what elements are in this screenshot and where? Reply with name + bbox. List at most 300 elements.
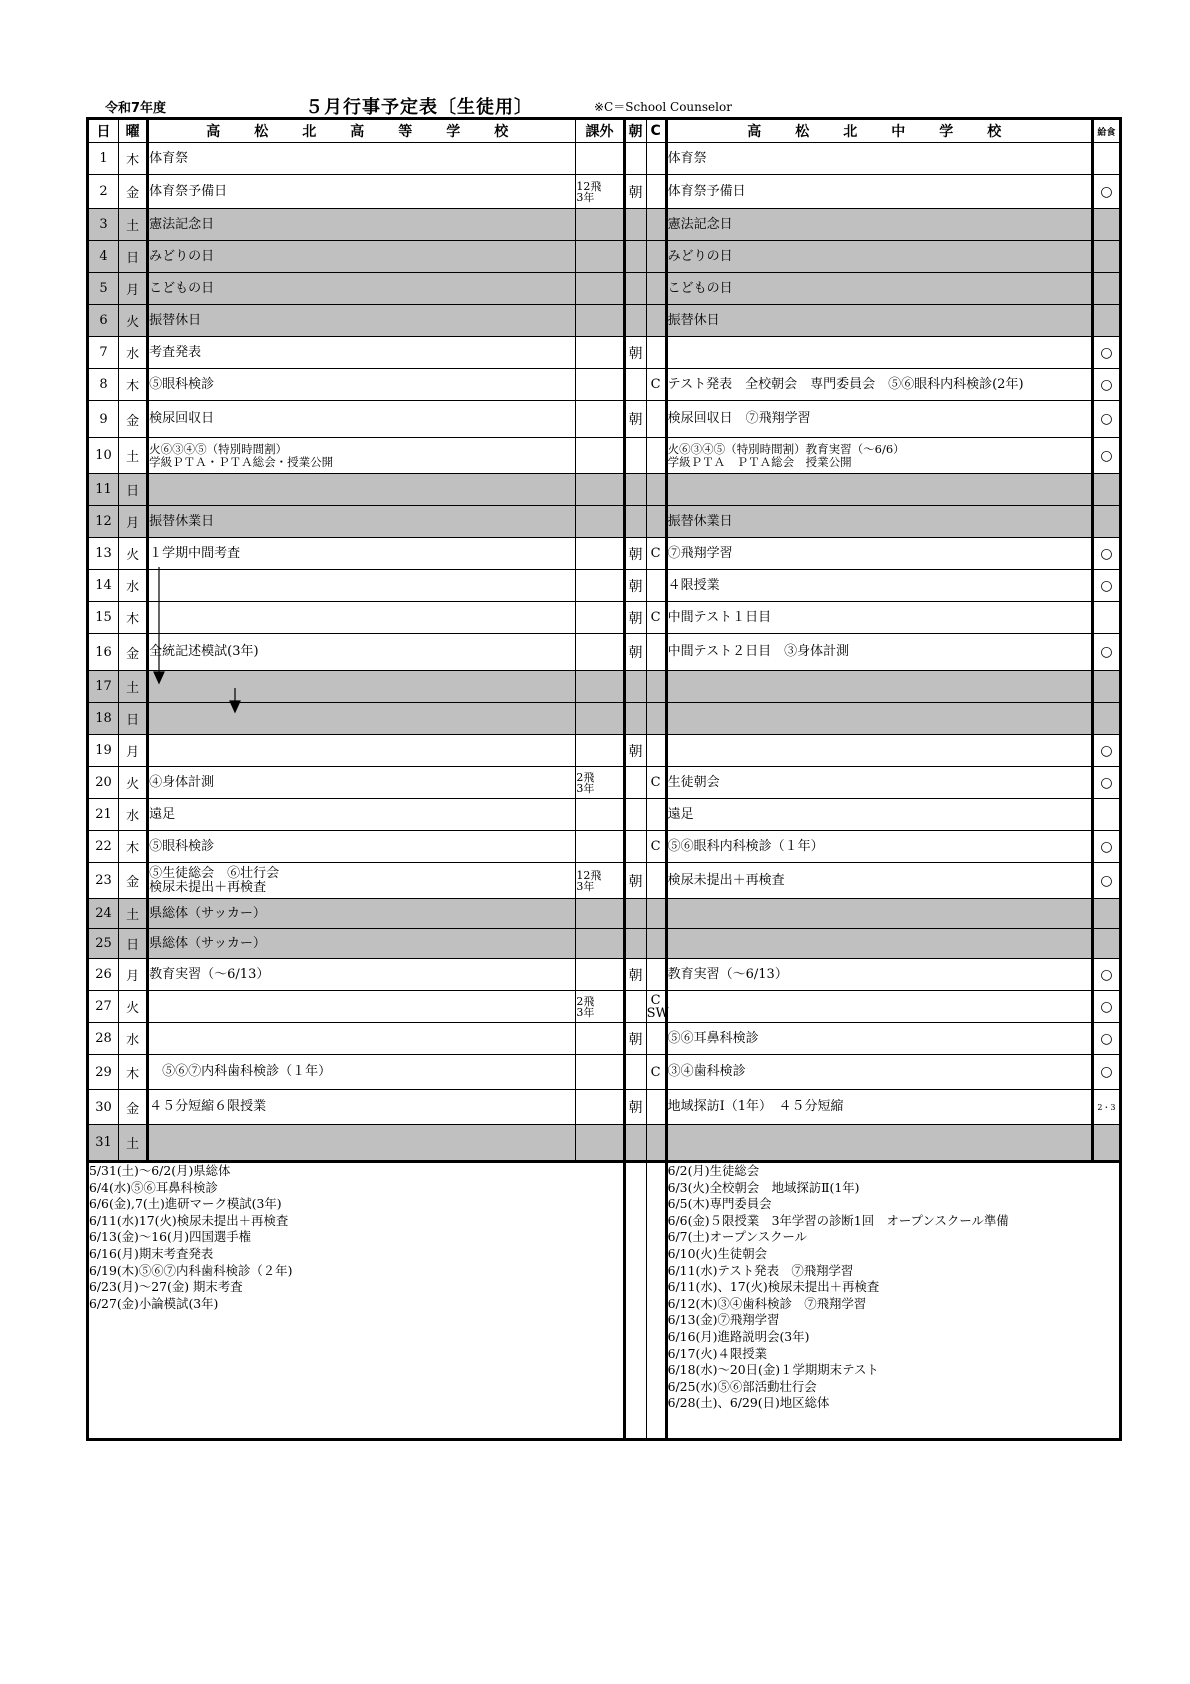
table-row: [88, 899, 1121, 929]
footer-high-item: 6/27(金)小論模試(3年): [89, 1295, 219, 1311]
kagai-cell: [576, 369, 624, 401]
counselor-cell: [646, 899, 666, 929]
day-cell: 7: [88, 337, 119, 369]
high-school-event: [148, 1125, 576, 1162]
asa-cell: [624, 703, 646, 735]
table-row: [88, 143, 1121, 175]
col-lunch: 給食: [1092, 119, 1120, 143]
lunch-cell: ○: [1092, 401, 1120, 438]
weekday-cell: 木: [119, 1055, 148, 1090]
day-cell: 1: [88, 143, 119, 175]
asa-cell: [624, 143, 646, 175]
weekday-cell: 水: [119, 570, 148, 602]
high-school-event: [148, 735, 576, 767]
col-day: 日: [88, 119, 119, 143]
footer-junior-item: 6/17(火)４限授業: [667, 1345, 768, 1361]
junior-high-event: 教育実習（～6/13）: [666, 959, 1092, 991]
asa-cell: [624, 241, 646, 273]
day-cell: 4: [88, 241, 119, 273]
table-row: [88, 991, 1121, 1023]
counselor-cell: [646, 438, 666, 474]
kagai-cell: [576, 570, 624, 602]
high-school-event: 憲法記念日: [148, 209, 576, 241]
day-cell: 20: [88, 767, 119, 799]
table-row: [88, 474, 1121, 506]
footer-junior-item: 6/11(水)テスト発表 ⑦飛翔学習: [667, 1262, 854, 1278]
asa-cell: [624, 305, 646, 337]
weekday-cell: 水: [119, 1023, 148, 1055]
asa-cell: 朝: [624, 602, 646, 634]
table-row: [88, 1125, 1121, 1162]
table-row: [88, 337, 1121, 369]
lunch-cell: [1092, 241, 1120, 273]
footer-junior-item: 6/18(水)～20日(金)１学期期末テスト: [667, 1362, 879, 1378]
lunch-cell: [1092, 474, 1120, 506]
junior-high-event: テスト発表 全校朝会 専門委員会 ⑤⑥眼科内科検診(2年): [666, 369, 1092, 401]
footer-spacer-c: [646, 1162, 666, 1440]
counselor-cell: [646, 506, 666, 538]
day-cell: 26: [88, 959, 119, 991]
asa-cell: 朝: [624, 538, 646, 570]
high-school-event: 体育祭予備日: [148, 175, 576, 209]
high-school-event: 教育実習（～6/13）: [148, 959, 576, 991]
counselor-cell: C SW: [646, 992, 669, 1021]
asa-cell: 朝: [624, 959, 646, 991]
day-cell: 25: [88, 929, 119, 959]
high-school-event: 検尿回収日: [148, 401, 576, 438]
high-school-event: [148, 474, 576, 506]
legend-note: ※C＝School Counselor: [594, 100, 732, 114]
asa-cell: 朝: [624, 337, 646, 369]
table-row: [88, 703, 1121, 735]
counselor-cell: [646, 1090, 666, 1125]
footer-junior-item: 6/7(土)オープンスクール: [667, 1229, 808, 1245]
weekday-cell: 日: [119, 703, 148, 735]
junior-high-event: [666, 929, 1092, 959]
footer-junior-item: 6/16(月)進路説明会(3年): [667, 1328, 810, 1344]
high-school-event: ⑤⑥⑦内科歯科検診（１年）: [148, 1055, 576, 1090]
junior-high-event: ４限授業: [666, 570, 1092, 602]
footer-junior-item: 6/3(火)全校朝会 地域探訪Ⅱ(1年): [667, 1179, 860, 1195]
high-school-event: ４５分短縮６限授業: [148, 1090, 576, 1125]
counselor-cell: [646, 799, 666, 831]
table-row: [88, 273, 1121, 305]
asa-cell: [624, 767, 646, 799]
high-school-event: 考査発表: [148, 337, 576, 369]
footer-high-item: 6/4(水)⑤⑥耳鼻科検診: [89, 1179, 218, 1195]
counselor-cell: C: [646, 1055, 666, 1090]
lunch-cell: ○: [1092, 991, 1120, 1023]
lunch-cell: [1092, 899, 1120, 929]
col-asa: 朝: [624, 119, 646, 143]
lunch-cell: [1092, 929, 1120, 959]
col-weekday: 曜: [119, 119, 148, 143]
lunch-cell: ○: [1092, 369, 1120, 401]
asa-cell: [624, 369, 646, 401]
counselor-cell: [646, 703, 666, 735]
junior-high-event: 体育祭: [666, 143, 1092, 175]
counselor-cell: [646, 337, 666, 369]
counselor-cell: [646, 143, 666, 175]
weekday-cell: 木: [119, 831, 148, 863]
kagai-cell: [576, 506, 624, 538]
table-row: [88, 1090, 1121, 1125]
kagai-cell: [576, 602, 624, 634]
junior-high-event: [666, 991, 1092, 1023]
counselor-cell: [646, 929, 666, 959]
high-school-event: ④身体計測: [148, 767, 576, 799]
footer-high-item: 6/11(水)17(火)検尿未提出＋再検査: [89, 1212, 289, 1228]
kagai-cell: [576, 241, 624, 273]
junior-high-event: 中間テスト２日目 ③身体計測: [666, 634, 1092, 671]
lunch-cell: [1092, 799, 1120, 831]
junior-high-event: [666, 474, 1092, 506]
junior-high-event: みどりの日: [666, 241, 1092, 273]
footer-high-item: 6/16(月)期末考査発表: [89, 1245, 214, 1261]
footer-junior-item: 6/11(水)、17(火)検尿未提出＋再検査: [667, 1279, 880, 1295]
table-row: [88, 401, 1121, 438]
high-school-event: [148, 991, 576, 1023]
footer-high-item: 6/13(金)～16(月)四国選手権: [89, 1229, 252, 1245]
high-school-event: 振替休業日: [148, 506, 576, 538]
day-cell: 27: [88, 991, 119, 1023]
kagai-cell: [576, 735, 624, 767]
weekday-cell: 金: [119, 175, 148, 209]
weekday-cell: 月: [119, 273, 148, 305]
table-header-row: [88, 119, 1121, 143]
fiscal-year: 令和7年度: [105, 101, 167, 116]
kagai-cell: [576, 831, 624, 863]
high-school-event: [148, 703, 576, 735]
asa-cell: [624, 273, 646, 305]
day-cell: 16: [88, 634, 119, 671]
weekday-cell: 木: [119, 602, 148, 634]
day-cell: 28: [88, 1023, 119, 1055]
asa-cell: 朝: [624, 1090, 646, 1125]
table-row: [88, 305, 1121, 337]
kagai-cell: 12飛 3年: [576, 175, 624, 209]
day-cell: 30: [88, 1090, 119, 1125]
col-junior-high: 高 松 北 中 学 校: [666, 119, 1092, 143]
asa-cell: 朝: [624, 401, 646, 438]
table-row: [88, 175, 1121, 209]
junior-high-event: 検尿未提出＋再検査: [666, 863, 1092, 899]
high-school-event: 県総体（サッカー）: [148, 899, 576, 929]
lunch-cell: ○: [1092, 831, 1120, 863]
high-school-event: [148, 602, 576, 634]
asa-cell: [624, 506, 646, 538]
counselor-cell: [646, 209, 666, 241]
high-school-event: こどもの日: [148, 273, 576, 305]
day-cell: 21: [88, 799, 119, 831]
schedule-table: [86, 117, 1122, 1441]
footer-junior-item: 6/2(月)生徒総会: [667, 1163, 760, 1178]
table-row: [88, 209, 1121, 241]
kagai-cell: [576, 273, 624, 305]
table-row: [88, 538, 1121, 570]
page-header: [0, 93, 1190, 117]
high-school-event: ⑤眼科検診: [148, 831, 576, 863]
counselor-cell: C: [646, 538, 666, 570]
weekday-cell: 日: [119, 241, 148, 273]
lunch-cell: [1092, 305, 1120, 337]
col-high-school: 高 松 北 高 等 学 校: [148, 119, 576, 143]
col-counselor: C: [646, 119, 666, 143]
asa-cell: [624, 991, 646, 1023]
counselor-cell: C: [646, 831, 666, 863]
table-row: [88, 799, 1121, 831]
high-school-event: ⑤眼科検診: [148, 369, 576, 401]
asa-cell: 朝: [624, 634, 646, 671]
lunch-cell: ○: [1092, 735, 1120, 767]
asa-cell: 朝: [624, 863, 646, 899]
weekday-cell: 土: [119, 438, 148, 474]
table-row: [88, 602, 1121, 634]
lunch-cell: ○: [1092, 863, 1120, 899]
asa-cell: [624, 438, 646, 474]
lunch-cell: ○: [1092, 959, 1120, 991]
kagai-cell: [576, 899, 624, 929]
high-school-event: 振替休日: [148, 305, 576, 337]
kagai-cell: [576, 209, 624, 241]
day-cell: 13: [88, 538, 119, 570]
kagai-cell: 2飛 3年: [576, 991, 624, 1023]
kagai-cell: [576, 929, 624, 959]
day-cell: 10: [88, 438, 119, 474]
table-row: [88, 1055, 1121, 1090]
footer-spacer-asa: [624, 1162, 646, 1440]
footer-junior-item: 6/12(木)③④歯科検診 ⑦飛翔学習: [667, 1295, 867, 1311]
lunch-cell: ○: [1092, 570, 1120, 602]
kagai-cell: [576, 337, 624, 369]
counselor-cell: C: [646, 602, 666, 634]
weekday-cell: 火: [119, 305, 148, 337]
asa-cell: [624, 929, 646, 959]
kagai-cell: [576, 1023, 624, 1055]
weekday-cell: 水: [119, 799, 148, 831]
table-row: [88, 634, 1121, 671]
weekday-cell: 火: [119, 767, 148, 799]
asa-cell: 朝: [624, 175, 646, 209]
table-row: [88, 767, 1121, 799]
lunch-cell: [1092, 209, 1120, 241]
weekday-cell: 土: [119, 671, 148, 703]
counselor-cell: [646, 305, 666, 337]
kagai-cell: [576, 671, 624, 703]
day-cell: 8: [88, 369, 119, 401]
weekday-cell: 金: [119, 1090, 148, 1125]
asa-cell: 朝: [624, 1023, 646, 1055]
footer-high-item: 6/19(木)⑤⑥⑦内科歯科検診（２年): [89, 1262, 293, 1278]
kagai-cell: [576, 1055, 624, 1090]
table-row: [88, 1023, 1121, 1055]
footer-junior-item: 6/25(水)⑤⑥部活動壮行会: [667, 1378, 817, 1394]
counselor-cell: [646, 401, 666, 438]
footer-high-item: 6/6(金),7(土)進研マーク模試(3年): [89, 1196, 282, 1212]
junior-high-event: [666, 735, 1092, 767]
day-cell: 24: [88, 899, 119, 929]
day-cell: 12: [88, 506, 119, 538]
asa-cell: [624, 474, 646, 506]
high-school-event: 県総体（サッカー）: [148, 929, 576, 959]
high-school-event: [148, 1023, 576, 1055]
day-cell: 31: [88, 1125, 119, 1162]
table-row: [88, 671, 1121, 703]
weekday-cell: 金: [119, 863, 148, 899]
kagai-cell: [576, 703, 624, 735]
day-cell: 22: [88, 831, 119, 863]
junior-high-event: 憲法記念日: [666, 209, 1092, 241]
kagai-cell: [576, 143, 624, 175]
high-school-event: [148, 671, 576, 703]
asa-cell: [624, 209, 646, 241]
asa-cell: [624, 671, 646, 703]
asa-cell: [624, 899, 646, 929]
table-row: [88, 570, 1121, 602]
counselor-cell: [646, 1023, 666, 1055]
day-cell: 15: [88, 602, 119, 634]
junior-high-event: [666, 703, 1092, 735]
asa-cell: 朝: [624, 735, 646, 767]
table-row: [88, 929, 1121, 959]
weekday-cell: 日: [119, 474, 148, 506]
counselor-cell: [646, 273, 666, 305]
lunch-cell: [1092, 273, 1120, 305]
junior-high-event: こどもの日: [666, 273, 1092, 305]
counselor-cell: [646, 634, 666, 671]
kagai-cell: 12飛 3年: [576, 863, 624, 899]
table-row: [88, 438, 1121, 474]
counselor-cell: C: [646, 369, 666, 401]
junior-high-event: [666, 337, 1092, 369]
day-cell: 23: [88, 863, 119, 899]
counselor-cell: C: [646, 767, 666, 799]
footer-high-item: 5/31(土)～6/2(月)県総体: [89, 1163, 231, 1178]
lunch-cell: ○: [1092, 438, 1120, 474]
weekday-cell: 火: [119, 538, 148, 570]
junior-high-event: 中間テスト１日目: [666, 602, 1092, 634]
junior-high-event: 地域探訪Ⅰ（1年） ４５分短縮: [666, 1090, 1092, 1125]
footer-junior-item: 6/10(火)生徒朝会: [667, 1245, 768, 1261]
junior-high-event: 振替休日: [666, 305, 1092, 337]
lunch-cell: [1092, 602, 1120, 634]
lunch-cell: ○: [1092, 337, 1120, 369]
junior-high-event: ③④歯科検診: [666, 1055, 1092, 1090]
day-cell: 19: [88, 735, 119, 767]
footer-junior-item: 6/28(土)、6/29(日)地区総体: [667, 1395, 830, 1411]
counselor-cell: [646, 241, 666, 273]
day-cell: 11: [88, 474, 119, 506]
junior-high-event: 検尿回収日 ⑦飛翔学習: [666, 401, 1092, 438]
junior-high-event: [666, 1125, 1092, 1162]
asa-cell: [624, 799, 646, 831]
kagai-cell: [576, 401, 624, 438]
counselor-cell: [646, 474, 666, 506]
lunch-cell: ○: [1092, 538, 1120, 570]
junior-high-event: [666, 671, 1092, 703]
junior-high-event: 火⑥③④⑤（特別時間割）教育実習（～6/6） 学級ＰＴＡ ＰＴＡ総会 授業公開: [666, 438, 1092, 474]
weekday-cell: 火: [119, 991, 148, 1023]
weekday-cell: 水: [119, 337, 148, 369]
lunch-cell: [1092, 671, 1120, 703]
footer-junior-high-notes: [666, 1162, 1120, 1440]
footer-junior-item: 6/6(金)５限授業 3年学習の診断1回 オープンスクール準備: [667, 1212, 1009, 1228]
kagai-cell: 2飛 3年: [576, 767, 624, 799]
weekday-cell: 土: [119, 899, 148, 929]
counselor-cell: [646, 175, 666, 209]
junior-high-event: 体育祭予備日: [666, 175, 1092, 209]
kagai-cell: [576, 1090, 624, 1125]
lunch-cell: ○: [1092, 634, 1120, 671]
kagai-cell: [576, 474, 624, 506]
junior-high-event: [666, 899, 1092, 929]
table-row: [88, 241, 1121, 273]
table-row: [88, 369, 1121, 401]
table-row: [88, 831, 1121, 863]
weekday-cell: 日: [119, 929, 148, 959]
table-row: [88, 863, 1121, 899]
table-row: [88, 506, 1121, 538]
high-school-event: 火⑥③④⑤（特別時間割） 学級ＰＴＡ・ＰＴＡ総会・授業公開: [148, 438, 576, 474]
footer-row: [88, 1162, 1121, 1440]
weekday-cell: 月: [119, 959, 148, 991]
asa-cell: [624, 1125, 646, 1162]
counselor-cell: [646, 570, 666, 602]
counselor-cell: [646, 959, 666, 991]
day-cell: 3: [88, 209, 119, 241]
high-school-event: [148, 570, 576, 602]
counselor-cell: [646, 1125, 666, 1162]
lunch-cell: [1092, 143, 1120, 175]
junior-high-event: ⑤⑥眼科内科検診（１年）: [666, 831, 1092, 863]
weekday-cell: 土: [119, 1125, 148, 1162]
kagai-cell: [576, 959, 624, 991]
high-school-event: ⑤生徒総会 ⑥壮行会 検尿未提出＋再検査: [148, 863, 576, 899]
footer-junior-item: 6/13(金)⑦飛翔学習: [667, 1312, 780, 1328]
day-cell: 14: [88, 570, 119, 602]
footer-junior-item: 6/5(木)専門委員会: [667, 1196, 772, 1212]
asa-cell: [624, 1055, 646, 1090]
weekday-cell: 土: [119, 209, 148, 241]
weekday-cell: 月: [119, 506, 148, 538]
kagai-cell: [576, 305, 624, 337]
junior-high-event: 生徒朝会: [666, 767, 1092, 799]
kagai-cell: [576, 438, 624, 474]
kagai-cell: [576, 634, 624, 671]
high-school-event: 遠足: [148, 799, 576, 831]
day-cell: 9: [88, 401, 119, 438]
page-title: ５月行事予定表〔生徒用〕: [305, 97, 533, 118]
day-cell: 18: [88, 703, 119, 735]
junior-high-event: ⑤⑥耳鼻科検診: [666, 1023, 1092, 1055]
kagai-cell: [576, 799, 624, 831]
weekday-cell: 金: [119, 401, 148, 438]
weekday-cell: 金: [119, 634, 148, 671]
day-cell: 17: [88, 671, 119, 703]
day-cell: 29: [88, 1055, 119, 1090]
junior-high-event: ⑦飛翔学習: [666, 538, 1092, 570]
lunch-cell: ○: [1092, 1055, 1120, 1090]
high-school-event: １学期中間考査: [148, 538, 576, 570]
junior-high-event: 振替休業日: [666, 506, 1092, 538]
footer-high-school-notes: [88, 1162, 625, 1440]
asa-cell: [624, 831, 646, 863]
day-cell: 2: [88, 175, 119, 209]
junior-high-event: 遠足: [666, 799, 1092, 831]
col-kagai: 課外: [576, 119, 624, 143]
lunch-cell: ○: [1092, 175, 1120, 209]
lunch-cell: [1092, 1125, 1120, 1162]
